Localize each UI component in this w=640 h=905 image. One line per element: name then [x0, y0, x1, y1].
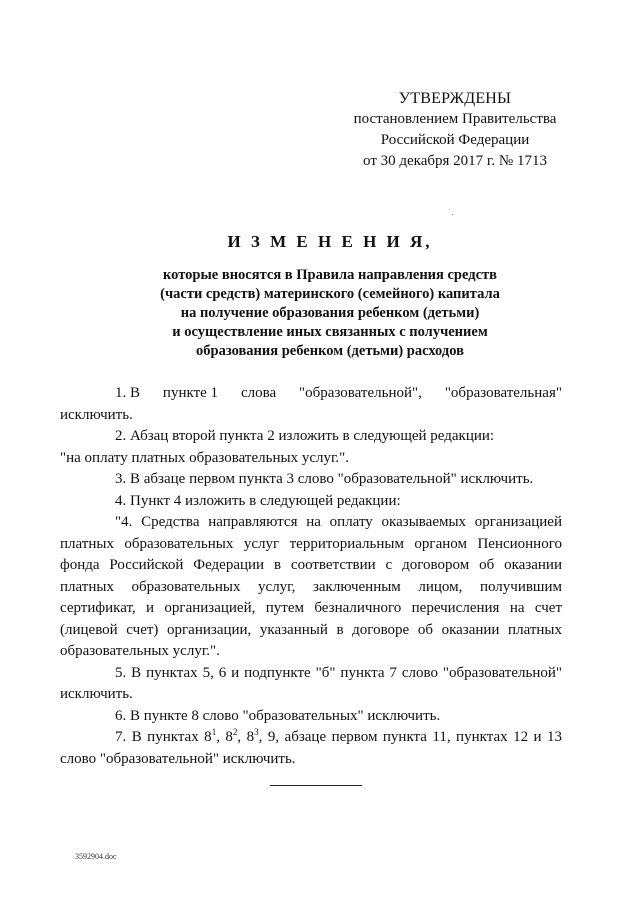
item-7-sup-2: 2 — [232, 727, 238, 737]
document-title — [60, 232, 600, 361]
item-1-line — [60, 383, 562, 405]
approval-number: 1713 — [516, 153, 547, 169]
item-5: 5. В пунктах 5, 6 и подпункте "б" пункта 7 слово "образовательной" исключить. — [60, 664, 562, 702]
item-7 — [60, 727, 562, 770]
document-code: 3592904.doc — [75, 852, 117, 861]
item-7-sep-2: , 8 — [237, 729, 255, 745]
item-7-sup-1: 1 — [211, 727, 217, 737]
subtitle-line-1: которые вносятся в Правила направления средств — [163, 267, 497, 283]
item-7-sup-3: 3 — [254, 727, 259, 737]
subtitle-line-4: и осуществление иных связанных с получением — [172, 324, 488, 340]
approval-number-sign: № — [498, 153, 514, 169]
item-7-end: , 9, абзаце первом пункта 11, пунктах 12 и 13 слово "образовательной" исключить. — [60, 729, 563, 767]
approval-date-line — [340, 151, 570, 172]
item-4-quote: "4. Средства направляются на оплату оказываемых организацией платных образовательных услуг территориальным органом Пенсионного фонда Российской Федерации в соответствии с договором об оказании платных образовательных услуг, заключенным лицом, получившим сертификат, и организацией, путем безналичного перечисления на счет (лицевой счет) организации, указанный в договоре об оказании платных образовательных услуг.". — [60, 514, 562, 659]
item-3: 3. В абзаце первом пункта 3 слово "образовательной" исключить. — [115, 471, 534, 487]
item-1-end: исключить. — [60, 406, 133, 423]
subtitle-line-5: образования ребенком (детьми) расходов — [196, 343, 464, 359]
item-1-word-4: "образовательной", — [299, 385, 422, 401]
document-body — [60, 383, 562, 770]
item-4: 4. Пункт 4 изложить в следующей редакции: — [115, 492, 401, 509]
approval-stamp: УТВЕРЖДЕНЫ — [398, 90, 512, 107]
approval-block — [340, 88, 570, 172]
item-6: 6. В пункте 8 слово "образовательных" исключить. — [115, 707, 441, 724]
title-heading: И З М Е Н Е Н И Я, — [227, 232, 433, 251]
item-2-quote: "на оплату платных образовательных услуг.". — [60, 449, 350, 466]
approval-date: от 30 декабря 2017 г. — [363, 153, 496, 169]
scan-speck — [452, 214, 453, 215]
item-2: 2. Абзац второй пункта 2 изложить в следующей редакции: — [115, 428, 495, 444]
item-7-start: 7. В пунктах 8 — [115, 729, 212, 745]
item-1-word-1: 1. В — [115, 385, 141, 401]
item-7-sep-1: , 8 — [216, 729, 233, 745]
subtitle-line-2: (части средств) материнского (семейного) капитала — [160, 286, 500, 302]
item-1-word-2: пункте 1 — [162, 385, 219, 401]
approval-line-2: Российской Федерации — [380, 132, 530, 148]
approval-line-1: постановлением Правительства — [353, 111, 557, 127]
subtitle-line-3: на получение образования ребенком (детьми) — [180, 305, 480, 321]
item-1-word-3: слова — [240, 385, 277, 401]
item-1-word-5: "образовательная" — [444, 385, 562, 401]
closing-divider — [270, 785, 362, 786]
